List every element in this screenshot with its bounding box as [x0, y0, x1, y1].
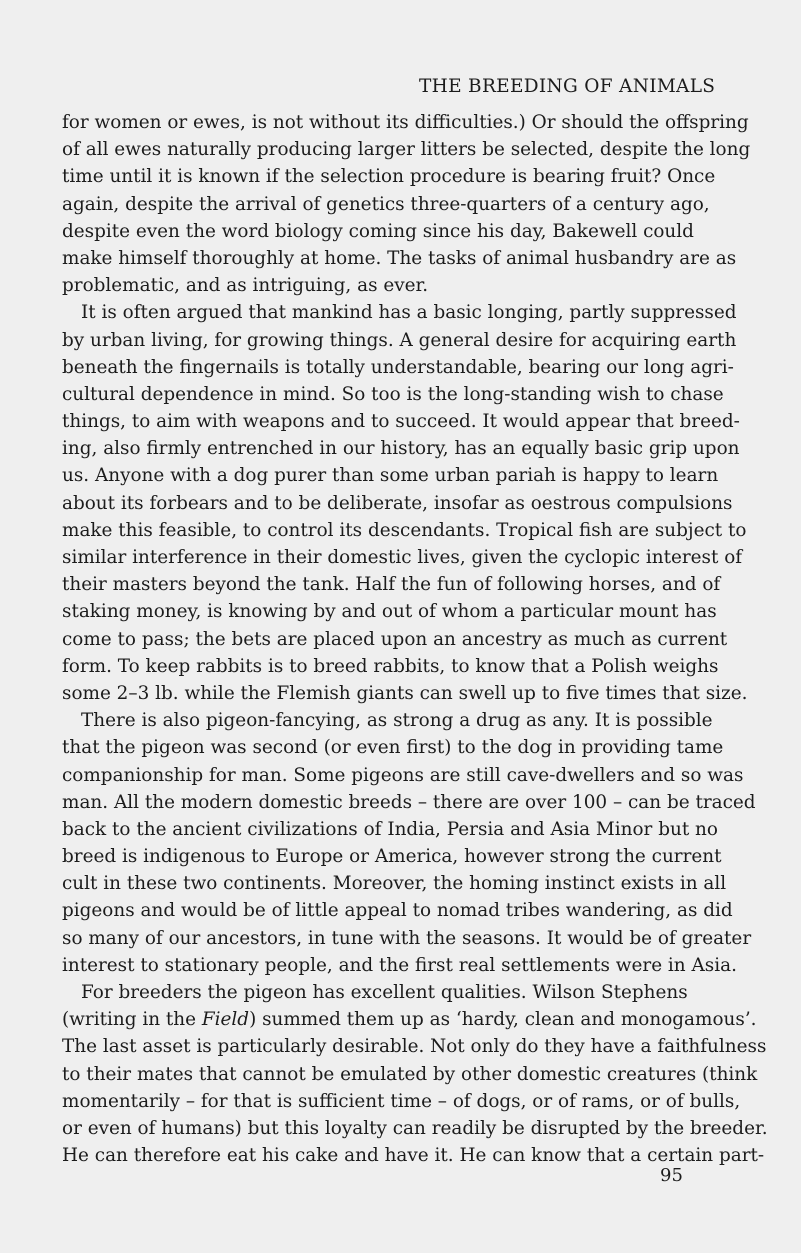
text-line: (writing in the Field) summed them up as ‘hardy, clean and monogamous’.	[62, 1009, 757, 1031]
journal-title: Field	[201, 1009, 250, 1031]
text-line: back to the ancient civilizations of India, Persia and Asia Minor but no	[62, 818, 718, 840]
text-line: similar interference in their domestic lives, given the cyclopic interest of	[62, 547, 743, 568]
page-number: 95	[660, 1165, 683, 1186]
text-line: man. All the modern domestic breeds – there are over 100 – can be traced	[62, 791, 756, 813]
text-line: make this feasible, to control its descendants. Tropical fish are subject to	[62, 519, 747, 541]
text-line: by urban living, for growing things. A general desire for acquiring earth	[62, 329, 737, 351]
text-line: time until it is known if the selection procedure is bearing fruit? Once	[62, 166, 716, 188]
text-line: for women or ewes, is not without its difficulties.) Or should the offspring	[62, 112, 749, 133]
text-line: breed is indigenous to Europe or America, however strong the current	[62, 846, 722, 868]
text-line: He can therefore eat his cake and have it. He can know that a certain part-	[62, 1145, 765, 1167]
text-line: cultural dependence in mind. So too is the long-standing wish to chase	[62, 383, 724, 405]
text-line: so many of our ancestors, in tune with the seasons. It would be of greater	[62, 927, 752, 949]
text-line: of all ewes naturally producing larger litters be selected, despite the long	[62, 139, 751, 161]
text-line: their masters beyond the tank. Half the fun of following horses, and of	[62, 574, 721, 596]
paragraph-end-line: interest to stationary people, and the first real settlements were in Asia.	[62, 954, 737, 976]
paragraph-start-line: For breeders the pigeon has excellent qualities. Wilson Stephens	[81, 982, 688, 1003]
text-line: make himself thoroughly at home. The tasks of animal husbandry are as	[62, 247, 737, 269]
text-line: that the pigeon was second (or even first) to the dog in providing tame	[62, 737, 724, 759]
text-line: about its forbears and to be deliberate, insofar as oestrous compulsions	[62, 492, 733, 514]
text-line: us. Anyone with a dog purer than some urban pariah is happy to learn	[62, 465, 719, 487]
text-line: The last asset is particularly desirable. Not only do they have a faithfulness	[62, 1036, 767, 1058]
text-line: come to pass; the bets are placed upon an ancestry as much as current	[62, 628, 728, 650]
text-line: or even of humans) but this loyalty can readily be disrupted by the breeder.	[62, 1117, 768, 1139]
text-line: companionship for man. Some pigeons are still cave-dwellers and so was	[62, 764, 744, 786]
text-line: to their mates that cannot be emulated by other domestic creatures (think	[62, 1063, 758, 1085]
running-title: THE BREEDING OF ANIMALS	[419, 76, 716, 97]
text-line: staking money, is knowing by and out of whom a particular mount has	[62, 601, 717, 623]
paragraph-start-line: There is also pigeon-fancying, as strong a drug as any. It is possible	[81, 710, 713, 732]
paragraph-end-line: some 2–3 lb. while the Flemish giants can swell up to five times that size.	[62, 682, 748, 704]
text-line: despite even the word biology coming since his day, Bakewell could	[62, 220, 694, 242]
text-line: again, despite the arrival of genetics three-quarters of a century ago,	[62, 193, 710, 215]
paragraph-start-line: It is often argued that mankind has a basic longing, partly suppressed	[81, 302, 737, 324]
text-line: cult in these two continents. Moreover, the homing instinct exists in all	[62, 873, 727, 895]
text-line: pigeons and would be of little appeal to nomad tribes wandering, as did	[62, 900, 733, 922]
text-line: momentarily – for that is sufficient time – of dogs, or of rams, or of bulls,	[62, 1090, 741, 1112]
body-text	[62, 109, 768, 1169]
paragraph-end-line: problematic, and as intriguing, as ever.	[62, 275, 429, 297]
text-line: ing, also firmly entrenched in our history, has an equally basic grip upon	[62, 438, 740, 460]
text-line: things, to aim with weapons and to succeed. It would appear that breed-	[62, 411, 740, 433]
text-line: form. To keep rabbits is to breed rabbits, to know that a Polish weighs	[62, 655, 719, 677]
text-line: beneath the fingernails is totally understandable, bearing our long agri-	[62, 356, 734, 378]
